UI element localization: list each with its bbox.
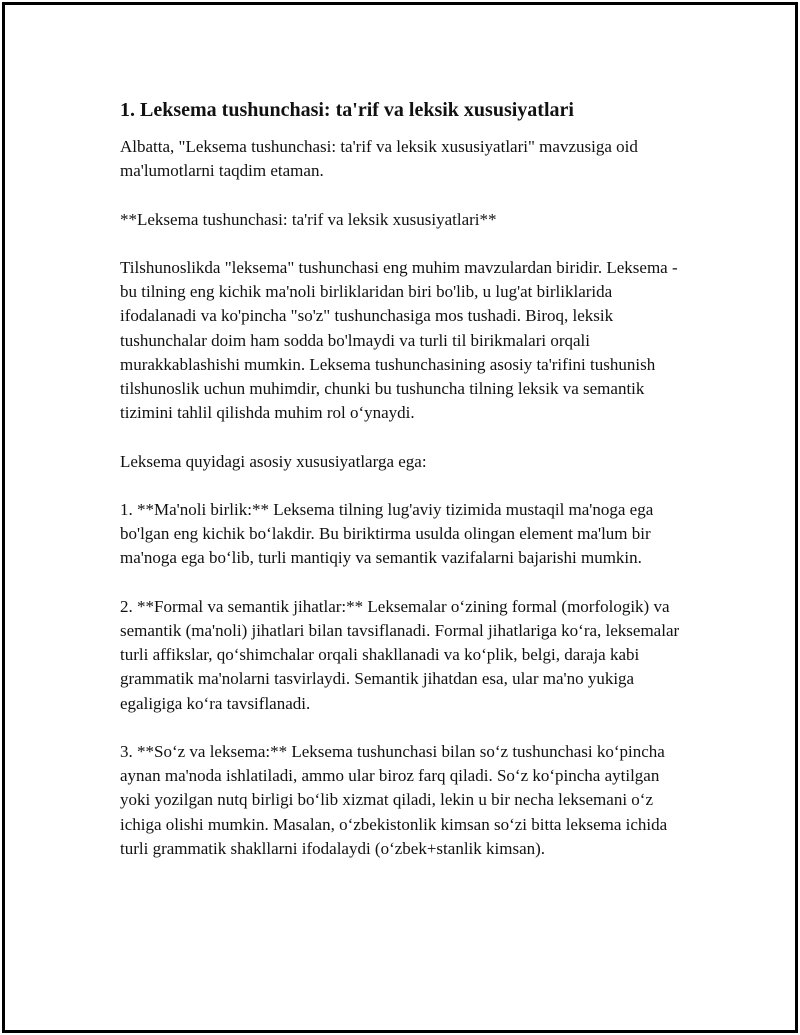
section-heading: 1. Leksema tushunchasi: ta'rif va leksik xususiyatlari bbox=[120, 99, 574, 121]
list-item-meaningful-unit: 1. **Ma'noli birlik:** Leksema tilning lug'aviy tizimida mustaqil ma'noga ega bo'lgan eng kichik bo‘lakdir. Bu biriktirma usulda olingan element ma'lum bir ma'noga ega bo‘lib, turli mantiqiy va semantik vazifalarni bajarishi mumkin. bbox=[120, 499, 654, 568]
properties-intro-paragraph: Leksema quyidagi asosiy xususiyatlarga ega: bbox=[120, 451, 427, 471]
document-body bbox=[120, 97, 690, 885]
intro-paragraph: Albatta, "Leksema tushunchasi: ta'rif va leksik xususiyatlari" mavzusiga oid ma'lumotlarni taqdim etaman. bbox=[120, 137, 638, 181]
list-item-formal-semantic: 2. **Formal va semantik jihatlar:** Leksemalar o‘zining formal (morfologik) va semantik (ma'noli) jihatlari bilan tavsiflanadi. Formal jihatlariga ko‘ra, leksemalar turli affikslar, qo‘shimchalar orqali shakllanadi va ko‘plik, belgi, daraja kabi grammatik ma'nolarni tasvirlaydi. Semantik jihatdan esa, ular ma'no yukiga egaligiga ko‘ra tavsiflanadi. bbox=[120, 596, 680, 713]
definition-paragraph: Tilshunoslikda "leksema" tushunchasi eng muhim mavzulardan biridir. Leksema - bu tilning eng kichik ma'noli birliklaridan biri bo'lib, u lug'at birliklarida ifodalanadi va ko'pincha "so'z" tushunchasiga mos tushadi. Biroq, leksik tushunchalar doim ham sodda bo'lmaydi va turli til birikmalari orqali murakkablashishi mumkin. Leksema tushunchasining asosiy ta'rifini tushunish tilshunoslik uchun muhimdir, chunki bu tushuncha tilning leksik va semantik tizimini tahlil qilishda muhim rol o‘ynaydi. bbox=[120, 257, 678, 423]
subtitle-paragraph: **Leksema tushunchasi: ta'rif va leksik xususiyatlari** bbox=[120, 209, 497, 229]
page-frame bbox=[2, 2, 798, 1033]
list-item-word-lexeme: 3. **So‘z va leksema:** Leksema tushunchasi bilan so‘z tushunchasi ko‘pincha aynan ma'noda ishlatiladi, ammo ular biroz farq qiladi. So‘z ko‘pincha aytilgan yoki yozilgan nutq birligi bo‘lib xizmat qiladi, lekin u bir necha leksemani o‘z ichiga olishi mumkin. Masalan, o‘zbekistonlik kimsan so‘zi bitta leksema ichida turli grammatik shakllarni ifodalaydi (o‘zbek+stanlik kimsan). bbox=[120, 741, 668, 858]
